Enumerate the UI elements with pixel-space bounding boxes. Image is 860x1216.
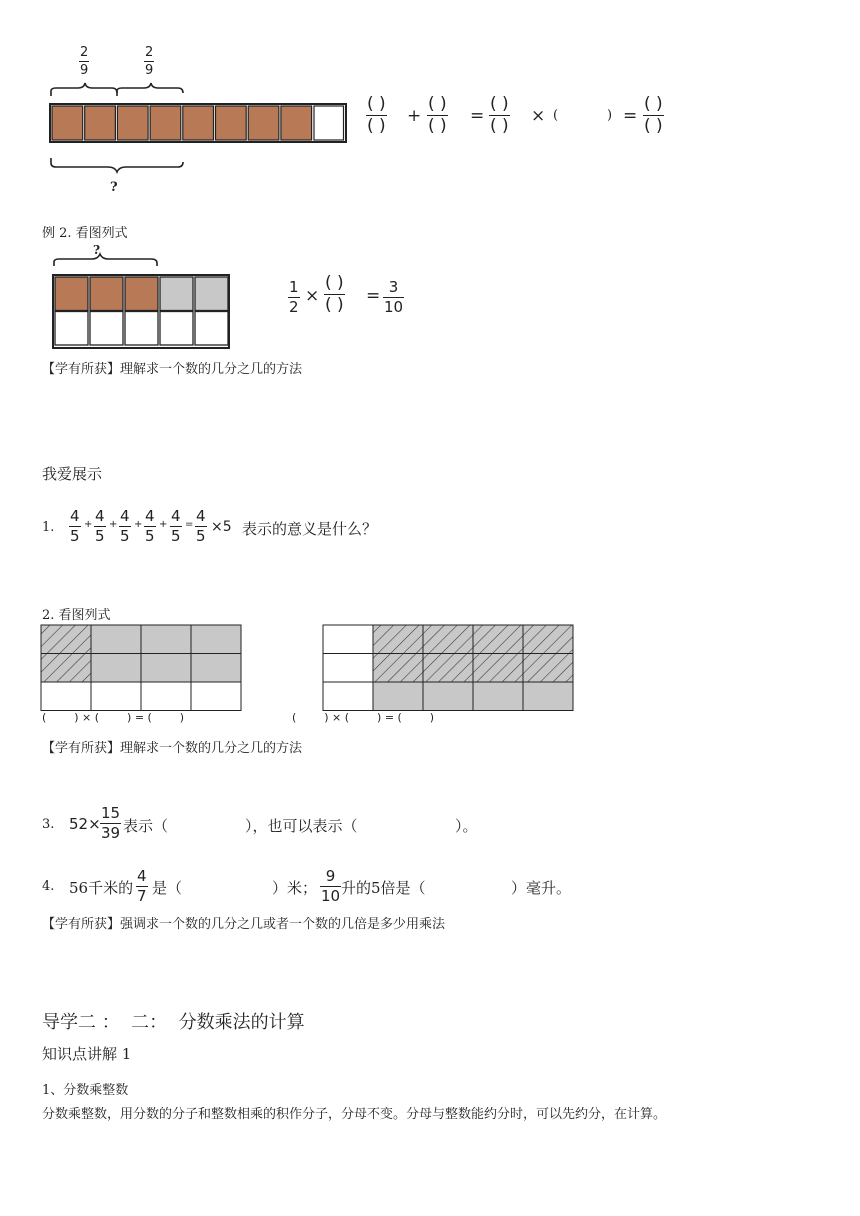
question-text: 升的5倍是（ <box>341 879 426 897</box>
section-title: 我爱展示 <box>42 465 103 483</box>
gain-note: 【学有所获】理解求一个数的几分之几的方法 <box>42 362 303 377</box>
grid-cell <box>191 682 241 711</box>
fraction: $\frac{4}{5}$ <box>95 507 105 545</box>
plus-sign: + <box>84 519 93 530</box>
grid-cell <box>523 682 573 711</box>
fraction: $\frac{3}{10}$ <box>384 278 404 316</box>
question-text: ）毫升。 <box>511 879 572 897</box>
grid-cell <box>323 682 373 711</box>
blank-fraction[interactable]: ( ) ( ) <box>644 94 663 136</box>
gain-note: 【学有所获】理解求一个数的几分之几的方法 <box>42 741 303 756</box>
grid-cell <box>373 654 423 683</box>
equals-sign: = <box>366 286 381 306</box>
plus-sign: + <box>407 106 422 126</box>
grid-cell <box>423 625 473 654</box>
times-five: ×5 <box>211 519 232 535</box>
grid-cell <box>473 682 523 711</box>
question-number: 4. <box>42 879 55 894</box>
grid-cell <box>373 625 423 654</box>
blank-fraction[interactable]: ( ) ( ) <box>367 94 386 136</box>
fraction: $\frac{4}{7}$ <box>137 867 147 905</box>
grid-cell <box>41 682 91 711</box>
grid-cell <box>141 654 191 683</box>
blank-fraction[interactable]: ( ) ( ) <box>490 94 509 136</box>
knowledge-title: 知识点讲解 1 <box>42 1045 132 1063</box>
question-text: 56千米的 <box>69 879 134 897</box>
fraction: $\frac{4}{5}$ <box>171 507 181 545</box>
grid-cell <box>141 625 191 654</box>
grid-cell <box>191 625 241 654</box>
fraction-label: $\frac{2}{9}$ <box>145 45 154 78</box>
grid-cell <box>191 654 241 683</box>
question-text: 表示的意义是什么？ <box>242 520 378 538</box>
question-text: 是（ <box>152 879 183 897</box>
question-number: 1. <box>42 520 55 535</box>
question-number: 3. <box>42 817 55 832</box>
grid-cell <box>323 654 373 683</box>
grid-cell <box>473 654 523 683</box>
question-text: ），也可以表示（ <box>245 817 358 835</box>
blank-fraction[interactable]: ( ) ( ) <box>428 94 447 136</box>
grid-cell <box>41 654 91 683</box>
question-mark: ? <box>93 243 101 257</box>
grid-cell <box>423 654 473 683</box>
fraction: $\frac{9}{10}$ <box>321 867 341 905</box>
grid-cell <box>423 682 473 711</box>
grid-cell <box>523 654 573 683</box>
grid-cell <box>91 654 141 683</box>
question-mark: ? <box>110 180 118 195</box>
example2-heading: 例 2. 看图列式 <box>42 226 128 241</box>
grid-cell <box>523 625 573 654</box>
rule-text: 分数乘整数，用分数的分子和整数相乘的积作分子，分母不变。分母与整数能约分时，可以先约分，在计算。 <box>42 1107 667 1122</box>
fraction: $\frac{4}{5}$ <box>70 507 80 545</box>
times-sign: × <box>305 286 320 306</box>
equals-sign: = <box>185 519 194 530</box>
question-2-heading: 2. 看图列式 <box>42 608 111 623</box>
question-text: ）。 <box>455 817 478 835</box>
grid-cell <box>141 682 191 711</box>
plus-sign: + <box>134 519 143 530</box>
times-sign: × <box>531 106 546 126</box>
fraction: $\frac{1}{2}$ <box>289 278 299 316</box>
plus-sign: + <box>109 519 118 530</box>
section-title: 导学二 ： 二： 分数乘法的计算 <box>42 1012 305 1033</box>
equals-sign: = <box>470 106 485 126</box>
close-paren: ) <box>607 108 613 123</box>
blank-fraction[interactable]: ( ) ( ) <box>325 273 344 315</box>
open-paren: ( <box>553 108 559 123</box>
equals-sign: = <box>623 106 638 126</box>
blank-equation[interactable]: ( ) × ( ) = ( ) <box>42 711 185 724</box>
grid-cell <box>323 625 373 654</box>
question-text: ）米； <box>272 879 318 897</box>
plus-sign: + <box>159 519 168 530</box>
fraction: $\frac{4}{5}$ <box>120 507 130 545</box>
gain-note: 【学有所获】强调求一个数的几分之几或者一个数的几倍是多少用乘法 <box>42 917 446 932</box>
blank-equation[interactable]: ( ) × ( ) = ( ) <box>292 711 435 724</box>
expression: 52× <box>69 815 101 833</box>
fraction: $\frac{4}{5}$ <box>145 507 155 545</box>
fraction: $\frac{4}{5}$ <box>196 507 206 545</box>
grid-cell <box>373 682 423 711</box>
grid-cell <box>41 625 91 654</box>
grid-cell <box>473 625 523 654</box>
question-text: 表示（ <box>123 817 169 835</box>
grid-cell <box>91 625 141 654</box>
fraction-label: $\frac{2}{9}$ <box>80 45 89 78</box>
grid-cell <box>91 682 141 711</box>
subsection-title: 1、分数乘整数 <box>42 1083 129 1098</box>
fraction: $\frac{15}{39}$ <box>101 804 121 842</box>
